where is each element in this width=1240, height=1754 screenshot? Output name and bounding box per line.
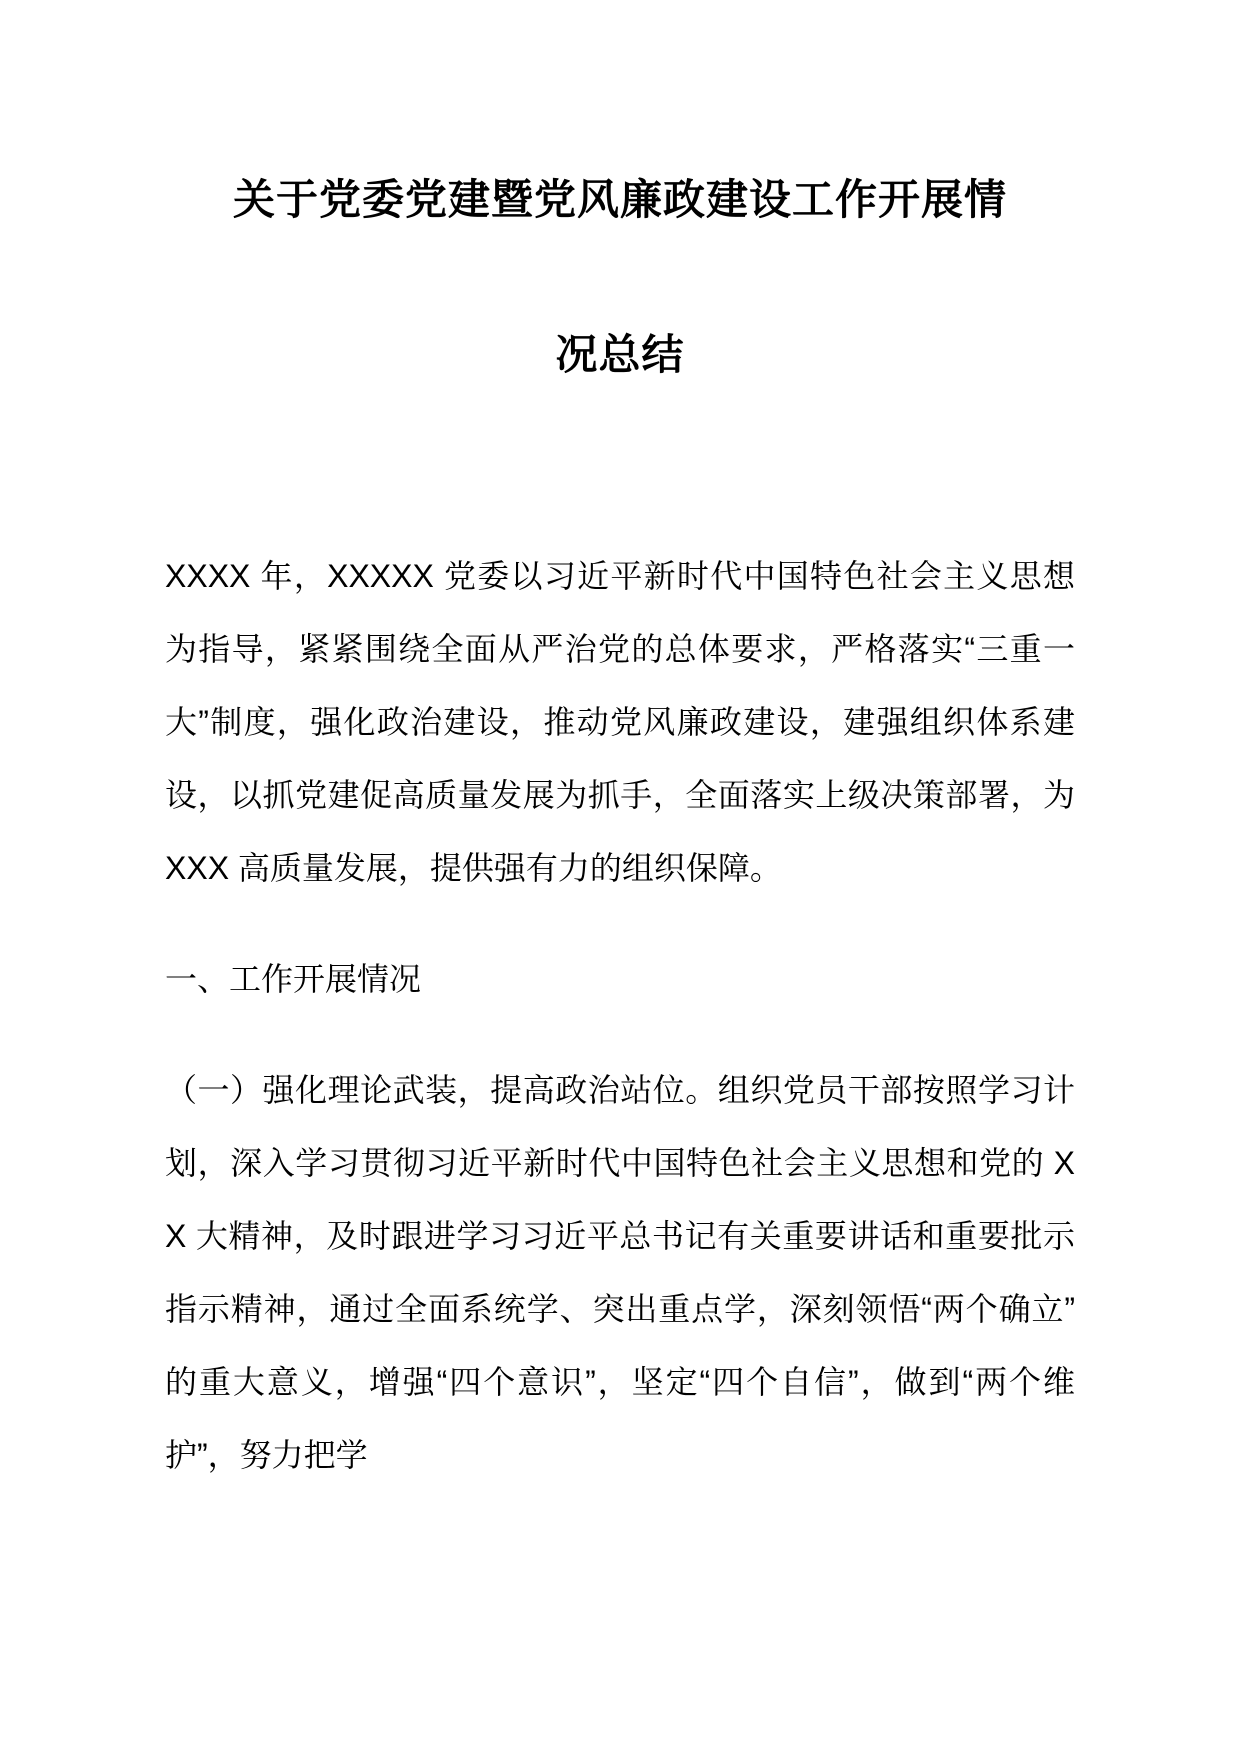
intro-paragraph: XXXX 年，XXXXX 党委以习近平新时代中国特色社会主义思想为指导，紧紧围绕全面从严治党的总体要求，严格落实“三重一大”制度，强化政治建设，推动党风廉政建设，建强组织体系建设，以抓党建促高质量发展为抓手，全面落实上级决策部署，为 XXX 高质量发展，提供强有力的组织保障。: [165, 558, 1075, 886]
document-title: [165, 0, 1075, 380]
document-body: [165, 540, 1075, 1492]
document-title-line-1: 关于党委党建暨党风廉政建设工作开展情: [232, 176, 1007, 223]
section-heading: 一、工作开展情况: [165, 961, 422, 997]
body-paragraph: （一）强化理论武装，提高政治站位。组织党员干部按照学习计划，深入学习贯彻习近平新时代中国特色社会主义思想和党的 XX 大精神，及时跟进学习习近平总书记有关重要讲话和重要批示指示精神，通过全面系统学、突出重点学，深刻领悟“两个确立”的重大意义，增强“四个意识”，坚定“四个自信”，做到“两个维护”，努力把学: [165, 1072, 1075, 1473]
document-title-line-2: 况总结: [555, 331, 685, 378]
